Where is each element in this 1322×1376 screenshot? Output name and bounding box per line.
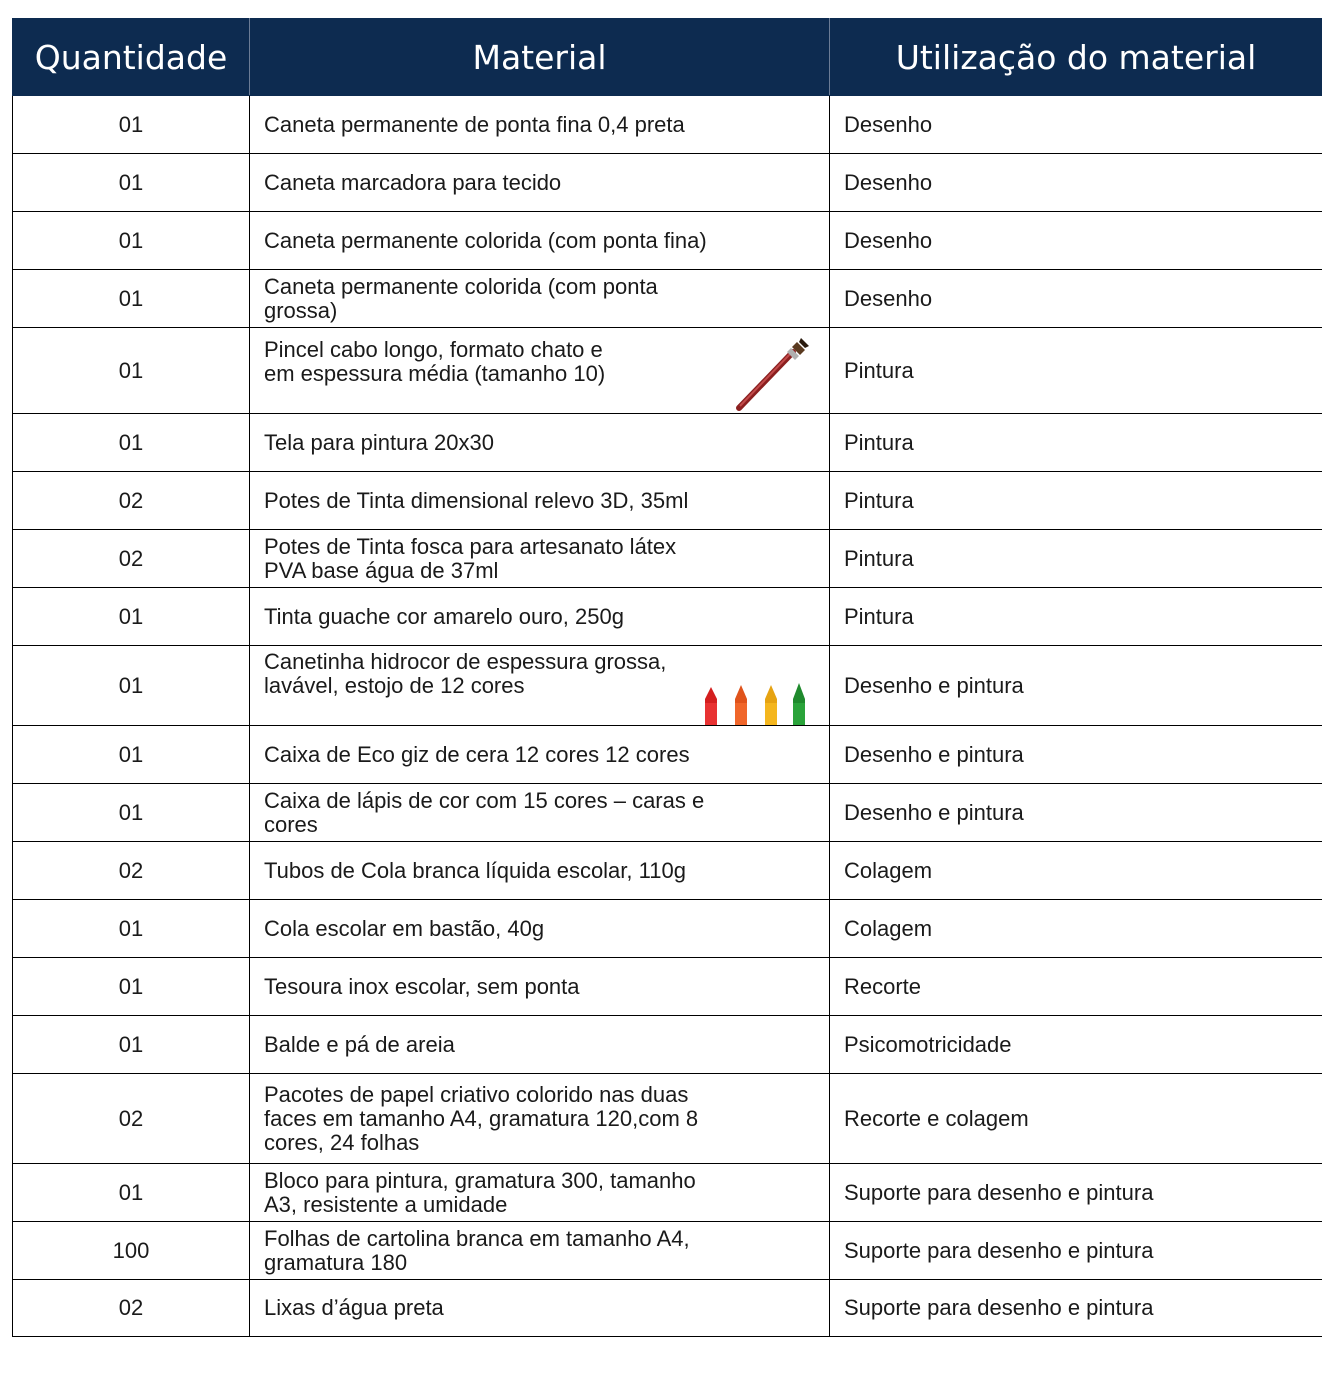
material-cell <box>250 1074 830 1164</box>
table-header <box>13 19 1322 96</box>
header-usage: Utilização do material <box>830 19 1322 96</box>
header-quantity: Quantidade <box>13 19 250 96</box>
paintbrush-icon <box>731 332 811 412</box>
marker-red <box>705 687 717 725</box>
table-row <box>13 900 1322 958</box>
usage-cell: Desenho <box>830 96 1322 154</box>
quantity-cell: 01 <box>13 1164 250 1222</box>
marker-yellow <box>765 685 777 725</box>
material-cell <box>250 1222 830 1280</box>
material-cell: Tubos de Cola branca líquida escolar, 110g <box>250 842 830 900</box>
material-line: Pacotes de papel criativo colorido nas duas <box>264 1081 689 1107</box>
usage-cell: Psicomotricidade <box>830 1016 1322 1074</box>
quantity-cell: 01 <box>13 270 250 328</box>
material-cell: Tesoura inox escolar, sem ponta <box>250 958 830 1016</box>
quantity-cell: 01 <box>13 588 250 646</box>
quantity-cell: 01 <box>13 1016 250 1074</box>
materials-table-container <box>12 18 1322 1337</box>
table-row <box>13 646 1322 726</box>
header-material: Material <box>250 19 830 96</box>
material-cell <box>250 1164 830 1222</box>
material-cell: Cola escolar em bastão, 40g <box>250 900 830 958</box>
quantity-cell: 01 <box>13 726 250 784</box>
usage-cell: Colagem <box>830 900 1322 958</box>
table-row <box>13 1074 1322 1164</box>
quantity-cell: 01 <box>13 784 250 842</box>
usage-cell: Pintura <box>830 530 1322 588</box>
materials-table <box>12 18 1322 1337</box>
material-line: grossa) <box>264 297 338 323</box>
material-cell: Lixas d’água preta <box>250 1280 830 1337</box>
material-line: Potes de Tinta fosca para artesanato látex <box>264 533 677 559</box>
quantity-cell: 01 <box>13 154 250 212</box>
material-line: faces em tamanho A4, gramatura 120,com 8 <box>264 1105 699 1131</box>
material-cell: Potes de Tinta dimensional relevo 3D, 35ml <box>250 472 830 530</box>
material-line: cores <box>264 811 318 837</box>
usage-cell: Desenho <box>830 270 1322 328</box>
table-row <box>13 212 1322 270</box>
table-row <box>13 1280 1322 1337</box>
marker-green <box>793 683 805 725</box>
material-line: lavável, estojo de 12 cores <box>264 673 525 698</box>
quantity-cell: 01 <box>13 328 250 414</box>
usage-cell: Recorte e colagem <box>830 1074 1322 1164</box>
table-row <box>13 1222 1322 1280</box>
material-line: Canetinha hidrocor de espessura grossa, <box>264 649 667 674</box>
table-row <box>13 530 1322 588</box>
table-row <box>13 328 1322 414</box>
usage-cell: Suporte para desenho e pintura <box>830 1164 1322 1222</box>
usage-cell: Pintura <box>830 328 1322 414</box>
markers-icon <box>697 677 809 725</box>
table-row <box>13 842 1322 900</box>
table-row <box>13 958 1322 1016</box>
usage-cell: Pintura <box>830 472 1322 530</box>
material-cell: Balde e pá de areia <box>250 1016 830 1074</box>
material-cell: Tinta guache cor amarelo ouro, 250g <box>250 588 830 646</box>
usage-cell: Recorte <box>830 958 1322 1016</box>
table-row <box>13 472 1322 530</box>
material-cell <box>250 530 830 588</box>
table-row <box>13 96 1322 154</box>
material-cell: Caneta permanente colorida (com ponta fina) <box>250 212 830 270</box>
material-cell: Caneta permanente de ponta fina 0,4 preta <box>250 96 830 154</box>
material-cell: Caixa de Eco giz de cera 12 cores 12 cores <box>250 726 830 784</box>
usage-cell: Desenho e pintura <box>830 726 1322 784</box>
material-cell <box>250 270 830 328</box>
quantity-cell: 01 <box>13 212 250 270</box>
quantity-cell: 02 <box>13 842 250 900</box>
usage-cell: Suporte para desenho e pintura <box>830 1222 1322 1280</box>
table-row <box>13 414 1322 472</box>
quantity-cell: 100 <box>13 1222 250 1280</box>
table-row <box>13 1164 1322 1222</box>
material-line: A3, resistente a umidade <box>264 1191 508 1217</box>
usage-cell: Desenho <box>830 212 1322 270</box>
quantity-cell: 02 <box>13 472 250 530</box>
table-row <box>13 154 1322 212</box>
material-line: Caixa de lápis de cor com 15 cores – caras e <box>264 787 705 813</box>
material-line: gramatura 180 <box>264 1249 408 1275</box>
quantity-cell: 02 <box>13 1074 250 1164</box>
material-line: em espessura média (tamanho 10) <box>264 361 606 386</box>
material-cell <box>250 328 830 414</box>
table-row <box>13 270 1322 328</box>
table-row <box>13 784 1322 842</box>
table-row <box>13 1016 1322 1074</box>
material-cell: Caneta marcadora para tecido <box>250 154 830 212</box>
usage-cell: Desenho <box>830 154 1322 212</box>
material-line: Folhas de cartolina branca em tamanho A4, <box>264 1225 690 1251</box>
material-cell <box>250 646 830 726</box>
usage-cell: Pintura <box>830 414 1322 472</box>
quantity-cell: 01 <box>13 414 250 472</box>
table-row <box>13 726 1322 784</box>
quantity-cell: 01 <box>13 958 250 1016</box>
usage-cell: Desenho e pintura <box>830 784 1322 842</box>
usage-cell: Pintura <box>830 588 1322 646</box>
table-row <box>13 588 1322 646</box>
material-line: PVA base água de 37ml <box>264 557 499 583</box>
quantity-cell: 02 <box>13 530 250 588</box>
usage-cell: Suporte para desenho e pintura <box>830 1280 1322 1337</box>
quantity-cell: 01 <box>13 646 250 726</box>
usage-cell: Colagem <box>830 842 1322 900</box>
material-line: Caneta permanente colorida (com ponta <box>264 273 658 299</box>
material-line: Bloco para pintura, gramatura 300, tamanho <box>264 1167 696 1193</box>
material-cell <box>250 784 830 842</box>
quantity-cell: 02 <box>13 1280 250 1337</box>
usage-cell: Desenho e pintura <box>830 646 1322 726</box>
quantity-cell: 01 <box>13 96 250 154</box>
marker-orange <box>735 685 747 725</box>
material-cell: Tela para pintura 20x30 <box>250 414 830 472</box>
material-line: cores, 24 folhas <box>264 1129 420 1155</box>
material-line: Pincel cabo longo, formato chato e <box>264 337 603 362</box>
quantity-cell: 01 <box>13 900 250 958</box>
